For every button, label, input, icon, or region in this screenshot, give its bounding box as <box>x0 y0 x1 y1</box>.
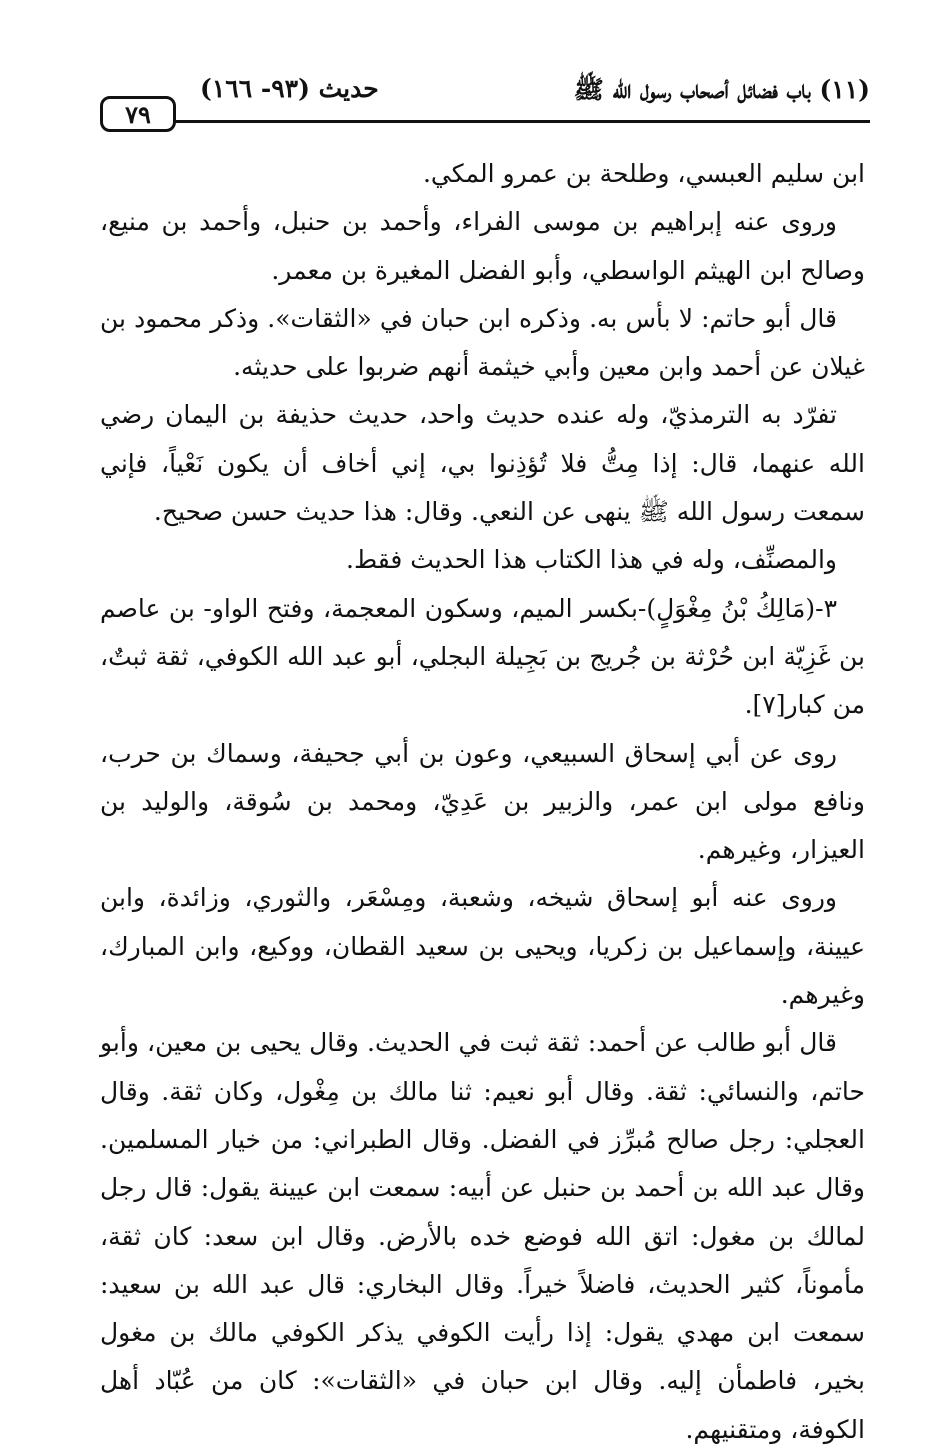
paragraph: تفرّد به الترمذيّ، وله عنده حديث واحد، حديث حذيفة بن اليمان رضي الله عنهما، قال: إذا مِتُّ فلا تُؤذِنوا بي، إني أخاف أن يكون نَعْياً، فإني سمعت رسول الله ﷺ ينهى عن النعي. وقال: هذا حديث حسن صحيح. <box>100 400 865 527</box>
paragraph: والمصنِّف، وله في هذا الكتاب هذا الحديث فقط. <box>346 545 837 575</box>
page-number: ٧٩ <box>100 96 176 132</box>
paragraph: وروى عنه إبراهيم بن موسى الفراء، وأحمد بن حنبل، وأحمد بن منيع، وصالح ابن الهيثم الواسطي، وأبو الفضل المغيرة بن معمر. <box>100 207 865 285</box>
paragraph: ٣-(مَالِكُ بْنُ مِغْوَلٍ)-بكسر الميم، وسكون المعجمة، وفتح الواو- بن عاصم بن غَزِيّة ابن حُرْثة بن جُريج بن بَجِيلة البجلي، أبو عبد الله الكوفي، ثقة ثبتٌ، من كبار[٧]. <box>100 593 865 720</box>
page-header <box>100 70 870 130</box>
header-rule <box>176 120 870 123</box>
chapter-title: (١١) باب فضائل أصحاب رسول الله ﷺ <box>573 75 870 104</box>
page-body <box>100 150 865 1454</box>
hadith-range: حديث (٩٣- ١٦٦) <box>200 74 379 103</box>
paragraph: قال أبو طالب عن أحمد: ثقة ثبت في الحديث. وقال يحيى بن معين، وأبو حاتم، والنسائي: ثقة. وقال أبو نعيم: ثنا مالك بن مِغْول، وكان ثقة. وقال العجلي: رجل صالح مُبرِّز في الفضل. وقال الطبراني: من خيار المسلمين. وقال عبد الله بن أحمد بن حنبل عن أبيه: سمعت ابن عيينة يقول: قال رجل لمالك بن مغول: اتق الله فوضع خده بالأرض. وقال ابن سعد: كان ثقة، مأموناً، كثير الحديث، فاضلاً خيراً. وقال البخاري: قال عبد الله بن سعيد: سمعت ابن مهدي يقول: إذا رأيت الكوفي يذكر الكوفي مالك بن مغول بخير، فاطمأن إليه. وقال ابن حبان في «الثقات»: كان من عُبّاد أهل الكوفة، ومتقنيهم. <box>100 1028 865 1444</box>
paragraph: ابن سليم العبسي، وطلحة بن عمرو المكي. <box>422 159 865 188</box>
paragraph: روى عن أبي إسحاق السبيعي، وعون بن أبي جحيفة، وسماك بن حرب، ونافع مولى ابن عمر، والزبير بن عَدِيّ، ومحمد بن سُوقة، والوليد بن العيزار، وغيرهم. <box>100 738 865 865</box>
paragraph: وروى عنه أبو إسحاق شيخه، وشعبة، ومِسْعَر، والثوري، وزائدة، وابن عيينة، وإسماعيل بن زكريا، ويحيى بن سعيد القطان، ووكيع، وابن المبارك، وغيرهم. <box>100 883 865 1010</box>
paragraph: قال أبو حاتم: لا بأس به. وذكره ابن حبان في «الثقات». وذكر محمود بن غيلان عن أحمد وابن معين وأبي خيثمة أنهم ضربوا على حديثه. <box>100 303 865 382</box>
